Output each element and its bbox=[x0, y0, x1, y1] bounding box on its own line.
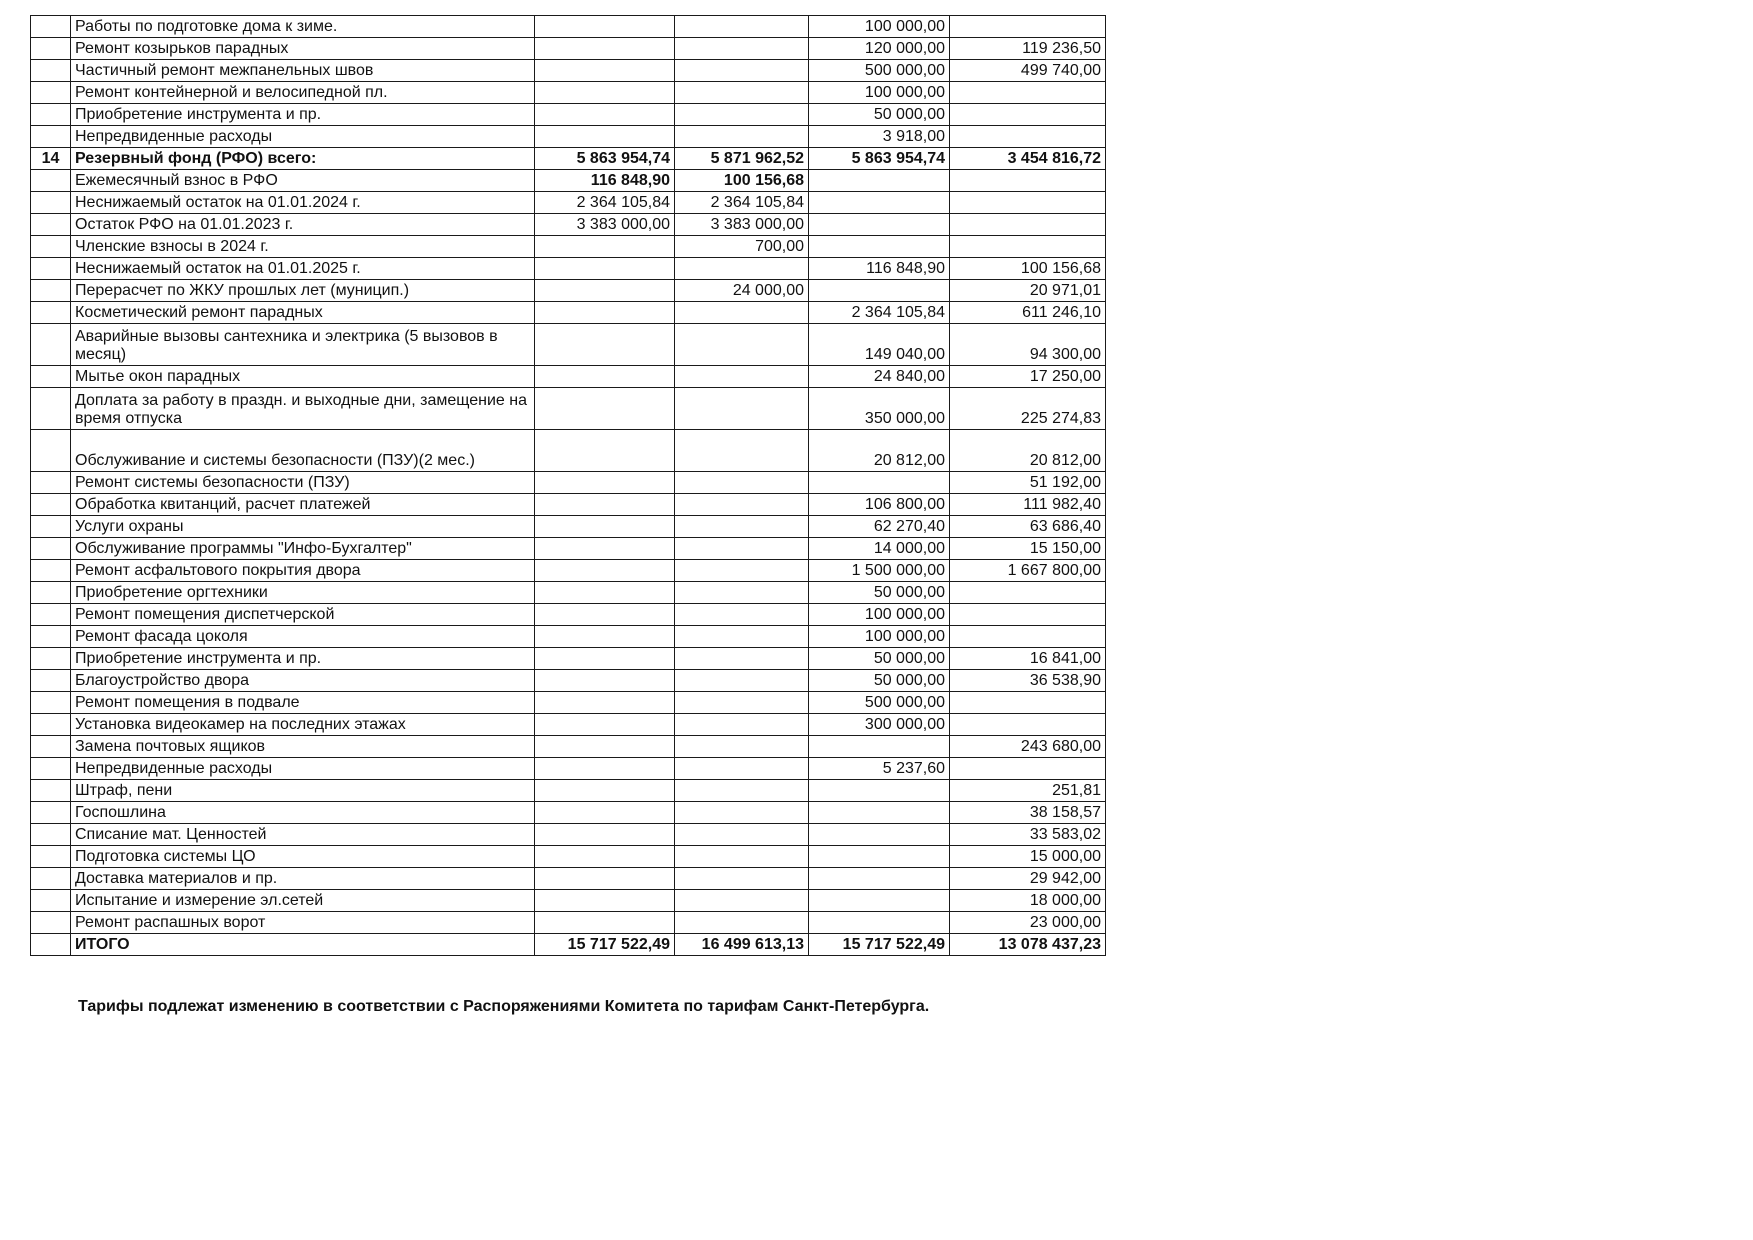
item-name: Обслуживание программы "Инфо-Бухгалтер" bbox=[71, 538, 535, 560]
amount-col-4: 15 150,00 bbox=[950, 538, 1106, 560]
item-name: Приобретение оргтехники bbox=[71, 582, 535, 604]
amount-col-2 bbox=[675, 604, 809, 626]
amount-col-3 bbox=[809, 802, 950, 824]
amount-col-1 bbox=[535, 802, 675, 824]
amount-col-2 bbox=[675, 780, 809, 802]
amount-col-3: 15 717 522,49 bbox=[809, 934, 950, 956]
item-name: Подготовка системы ЦО bbox=[71, 846, 535, 868]
item-name: Благоустройство двора bbox=[71, 670, 535, 692]
item-name: ИТОГО bbox=[71, 934, 535, 956]
row-number bbox=[31, 170, 71, 192]
amount-col-4 bbox=[950, 104, 1106, 126]
amount-col-4: 15 000,00 bbox=[950, 846, 1106, 868]
amount-col-1 bbox=[535, 388, 675, 430]
amount-col-3: 5 863 954,74 bbox=[809, 148, 950, 170]
row-number bbox=[31, 824, 71, 846]
amount-col-4 bbox=[950, 582, 1106, 604]
table-row bbox=[31, 302, 1106, 324]
item-name: Ремонт асфальтового покрытия двора bbox=[71, 560, 535, 582]
row-number bbox=[31, 192, 71, 214]
amount-col-2 bbox=[675, 258, 809, 280]
amount-col-4: 499 740,00 bbox=[950, 60, 1106, 82]
row-number bbox=[31, 472, 71, 494]
amount-col-4: 111 982,40 bbox=[950, 494, 1106, 516]
amount-col-2 bbox=[675, 516, 809, 538]
item-name: Частичный ремонт межпанельных швов bbox=[71, 60, 535, 82]
row-number bbox=[31, 430, 71, 472]
amount-col-3: 350 000,00 bbox=[809, 388, 950, 430]
amount-col-3 bbox=[809, 170, 950, 192]
amount-col-2 bbox=[675, 560, 809, 582]
amount-col-2: 16 499 613,13 bbox=[675, 934, 809, 956]
row-number bbox=[31, 560, 71, 582]
amount-col-2 bbox=[675, 626, 809, 648]
row-number: 14 bbox=[31, 148, 71, 170]
table-row bbox=[31, 324, 1106, 366]
amount-col-1: 15 717 522,49 bbox=[535, 934, 675, 956]
amount-col-4 bbox=[950, 758, 1106, 780]
amount-col-4: 51 192,00 bbox=[950, 472, 1106, 494]
row-number bbox=[31, 516, 71, 538]
amount-col-2 bbox=[675, 38, 809, 60]
amount-col-3: 50 000,00 bbox=[809, 648, 950, 670]
item-name: Резервный фонд (РФО) всего: bbox=[71, 148, 535, 170]
amount-col-1 bbox=[535, 824, 675, 846]
amount-col-4: 20 971,01 bbox=[950, 280, 1106, 302]
amount-col-1 bbox=[535, 560, 675, 582]
row-number bbox=[31, 780, 71, 802]
row-number bbox=[31, 648, 71, 670]
amount-col-2 bbox=[675, 758, 809, 780]
amount-col-2 bbox=[675, 472, 809, 494]
amount-col-3 bbox=[809, 192, 950, 214]
amount-col-1 bbox=[535, 258, 675, 280]
row-number bbox=[31, 934, 71, 956]
item-name: Обработка квитанций, расчет платежей bbox=[71, 494, 535, 516]
amount-col-4: 18 000,00 bbox=[950, 890, 1106, 912]
amount-col-1 bbox=[535, 582, 675, 604]
amount-col-4: 13 078 437,23 bbox=[950, 934, 1106, 956]
amount-col-4: 63 686,40 bbox=[950, 516, 1106, 538]
item-name: Ремонт козырьков парадных bbox=[71, 38, 535, 60]
amount-col-3: 50 000,00 bbox=[809, 670, 950, 692]
amount-col-1 bbox=[535, 758, 675, 780]
row-number bbox=[31, 214, 71, 236]
amount-col-3 bbox=[809, 846, 950, 868]
amount-col-2 bbox=[675, 714, 809, 736]
item-name: Мытье окон парадных bbox=[71, 366, 535, 388]
amount-col-1 bbox=[535, 82, 675, 104]
table-row bbox=[31, 538, 1106, 560]
row-number bbox=[31, 758, 71, 780]
amount-col-2 bbox=[675, 670, 809, 692]
table-row bbox=[31, 494, 1106, 516]
table-row bbox=[31, 60, 1106, 82]
amount-col-1: 3 383 000,00 bbox=[535, 214, 675, 236]
table-row bbox=[31, 280, 1106, 302]
amount-col-4: 94 300,00 bbox=[950, 324, 1106, 366]
amount-col-2 bbox=[675, 60, 809, 82]
item-name: Косметический ремонт парадных bbox=[71, 302, 535, 324]
amount-col-1 bbox=[535, 494, 675, 516]
amount-col-3 bbox=[809, 236, 950, 258]
amount-col-2 bbox=[675, 846, 809, 868]
table-row bbox=[31, 846, 1106, 868]
row-number bbox=[31, 670, 71, 692]
amount-col-2 bbox=[675, 104, 809, 126]
row-number bbox=[31, 626, 71, 648]
amount-col-3: 2 364 105,84 bbox=[809, 302, 950, 324]
amount-col-3: 149 040,00 bbox=[809, 324, 950, 366]
amount-col-4 bbox=[950, 170, 1106, 192]
amount-col-1 bbox=[535, 692, 675, 714]
table-row bbox=[31, 82, 1106, 104]
amount-col-2 bbox=[675, 324, 809, 366]
budget-table-body bbox=[31, 16, 1106, 956]
amount-col-3: 50 000,00 bbox=[809, 582, 950, 604]
table-row bbox=[31, 192, 1106, 214]
amount-col-3: 100 000,00 bbox=[809, 626, 950, 648]
amount-col-2 bbox=[675, 366, 809, 388]
amount-col-3 bbox=[809, 868, 950, 890]
table-row bbox=[31, 582, 1106, 604]
amount-col-3 bbox=[809, 890, 950, 912]
item-name: Непредвиденные расходы bbox=[71, 758, 535, 780]
amount-col-1: 2 364 105,84 bbox=[535, 192, 675, 214]
amount-col-4 bbox=[950, 692, 1106, 714]
table-row bbox=[31, 736, 1106, 758]
amount-col-1: 5 863 954,74 bbox=[535, 148, 675, 170]
row-number bbox=[31, 104, 71, 126]
amount-col-4 bbox=[950, 214, 1106, 236]
amount-col-3: 120 000,00 bbox=[809, 38, 950, 60]
amount-col-3: 5 237,60 bbox=[809, 758, 950, 780]
amount-col-3: 106 800,00 bbox=[809, 494, 950, 516]
amount-col-1 bbox=[535, 714, 675, 736]
amount-col-1 bbox=[535, 430, 675, 472]
item-name: Приобретение инструмента и пр. bbox=[71, 648, 535, 670]
amount-col-1 bbox=[535, 280, 675, 302]
amount-col-3: 300 000,00 bbox=[809, 714, 950, 736]
amount-col-3: 14 000,00 bbox=[809, 538, 950, 560]
item-name: Остаток РФО на 01.01.2023 г. bbox=[71, 214, 535, 236]
amount-col-1 bbox=[535, 38, 675, 60]
table-row bbox=[31, 38, 1106, 60]
amount-col-4: 23 000,00 bbox=[950, 912, 1106, 934]
amount-col-3: 100 000,00 bbox=[809, 16, 950, 38]
amount-col-1 bbox=[535, 890, 675, 912]
row-number bbox=[31, 388, 71, 430]
amount-col-2 bbox=[675, 302, 809, 324]
table-row bbox=[31, 366, 1106, 388]
table-row bbox=[31, 236, 1106, 258]
item-name: Обслуживание и системы безопасности (ПЗУ)(2 мес.) bbox=[71, 430, 535, 472]
item-name: Приобретение инструмента и пр. bbox=[71, 104, 535, 126]
amount-col-3: 24 840,00 bbox=[809, 366, 950, 388]
table-row bbox=[31, 934, 1106, 956]
table-row bbox=[31, 16, 1106, 38]
amount-col-1 bbox=[535, 626, 675, 648]
row-number bbox=[31, 846, 71, 868]
row-number bbox=[31, 582, 71, 604]
amount-col-4: 119 236,50 bbox=[950, 38, 1106, 60]
item-name: Испытание и измерение эл.сетей bbox=[71, 890, 535, 912]
amount-col-2: 5 871 962,52 bbox=[675, 148, 809, 170]
row-number bbox=[31, 324, 71, 366]
amount-col-2 bbox=[675, 538, 809, 560]
item-name: Услуги охраны bbox=[71, 516, 535, 538]
row-number bbox=[31, 236, 71, 258]
amount-col-1: 116 848,90 bbox=[535, 170, 675, 192]
item-name: Ремонт помещения диспетчерской bbox=[71, 604, 535, 626]
table-row bbox=[31, 648, 1106, 670]
table-row bbox=[31, 626, 1106, 648]
amount-col-4 bbox=[950, 604, 1106, 626]
amount-col-4: 1 667 800,00 bbox=[950, 560, 1106, 582]
amount-col-4 bbox=[950, 192, 1106, 214]
row-number bbox=[31, 302, 71, 324]
amount-col-3: 500 000,00 bbox=[809, 692, 950, 714]
amount-col-3: 500 000,00 bbox=[809, 60, 950, 82]
item-name: Работы по подготовке дома к зиме. bbox=[71, 16, 535, 38]
row-number bbox=[31, 868, 71, 890]
amount-col-4: 17 250,00 bbox=[950, 366, 1106, 388]
table-row bbox=[31, 560, 1106, 582]
table-row bbox=[31, 714, 1106, 736]
amount-col-1 bbox=[535, 366, 675, 388]
amount-col-2 bbox=[675, 868, 809, 890]
amount-col-3 bbox=[809, 736, 950, 758]
table-row bbox=[31, 780, 1106, 802]
amount-col-1 bbox=[535, 780, 675, 802]
row-number bbox=[31, 802, 71, 824]
amount-col-3 bbox=[809, 214, 950, 236]
amount-col-4: 243 680,00 bbox=[950, 736, 1106, 758]
row-number bbox=[31, 38, 71, 60]
item-name: Членские взносы в 2024 г. bbox=[71, 236, 535, 258]
amount-col-4: 29 942,00 bbox=[950, 868, 1106, 890]
tariff-note: Тарифы подлежат изменению в соответствии с Распоряжениями Комитета по тарифам Санкт-Петербурга. bbox=[78, 998, 930, 1015]
item-name: Списание мат. Ценностей bbox=[71, 824, 535, 846]
table-row bbox=[31, 516, 1106, 538]
row-number bbox=[31, 280, 71, 302]
item-name: Ремонт системы безопасности (ПЗУ) bbox=[71, 472, 535, 494]
item-name: Непредвиденные расходы bbox=[71, 126, 535, 148]
amount-col-2 bbox=[675, 82, 809, 104]
amount-col-1 bbox=[535, 104, 675, 126]
amount-col-1 bbox=[535, 236, 675, 258]
amount-col-4: 20 812,00 bbox=[950, 430, 1106, 472]
amount-col-4 bbox=[950, 82, 1106, 104]
amount-col-4 bbox=[950, 126, 1106, 148]
amount-col-3: 3 918,00 bbox=[809, 126, 950, 148]
amount-col-3 bbox=[809, 280, 950, 302]
amount-col-2 bbox=[675, 824, 809, 846]
table-row bbox=[31, 912, 1106, 934]
amount-col-1 bbox=[535, 648, 675, 670]
row-number bbox=[31, 258, 71, 280]
amount-col-2 bbox=[675, 648, 809, 670]
item-name: Доплата за работу в праздн. и выходные дни, замещение на время отпуска bbox=[71, 388, 535, 430]
amount-col-1 bbox=[535, 846, 675, 868]
table-row bbox=[31, 670, 1106, 692]
budget-table bbox=[30, 15, 1106, 956]
row-number bbox=[31, 82, 71, 104]
amount-col-2: 2 364 105,84 bbox=[675, 192, 809, 214]
amount-col-2 bbox=[675, 388, 809, 430]
item-name: Аварийные вызовы сантехника и электрика (5 вызовов в месяц) bbox=[71, 324, 535, 366]
table-row bbox=[31, 170, 1106, 192]
table-row bbox=[31, 258, 1106, 280]
amount-col-2 bbox=[675, 16, 809, 38]
amount-col-4: 33 583,02 bbox=[950, 824, 1106, 846]
item-name: Неснижаемый остаток на 01.01.2025 г. bbox=[71, 258, 535, 280]
item-name: Ремонт контейнерной и велосипедной пл. bbox=[71, 82, 535, 104]
amount-col-1 bbox=[535, 126, 675, 148]
amount-col-3 bbox=[809, 912, 950, 934]
row-number bbox=[31, 912, 71, 934]
table-row bbox=[31, 430, 1106, 472]
row-number bbox=[31, 890, 71, 912]
amount-col-1 bbox=[535, 16, 675, 38]
amount-col-4: 251,81 bbox=[950, 780, 1106, 802]
amount-col-2 bbox=[675, 582, 809, 604]
amount-col-1 bbox=[535, 516, 675, 538]
amount-col-4: 38 158,57 bbox=[950, 802, 1106, 824]
table-row bbox=[31, 758, 1106, 780]
amount-col-2: 700,00 bbox=[675, 236, 809, 258]
amount-col-1 bbox=[535, 472, 675, 494]
table-row bbox=[31, 604, 1106, 626]
amount-col-2: 3 383 000,00 bbox=[675, 214, 809, 236]
amount-col-3: 50 000,00 bbox=[809, 104, 950, 126]
amount-col-4: 36 538,90 bbox=[950, 670, 1106, 692]
row-number bbox=[31, 16, 71, 38]
amount-col-4 bbox=[950, 16, 1106, 38]
item-name: Госпошлина bbox=[71, 802, 535, 824]
table-row bbox=[31, 802, 1106, 824]
amount-col-1 bbox=[535, 912, 675, 934]
amount-col-1 bbox=[535, 868, 675, 890]
amount-col-1 bbox=[535, 604, 675, 626]
amount-col-3: 116 848,90 bbox=[809, 258, 950, 280]
amount-col-1 bbox=[535, 538, 675, 560]
table-row bbox=[31, 868, 1106, 890]
amount-col-1 bbox=[535, 736, 675, 758]
table-row bbox=[31, 148, 1106, 170]
table-row bbox=[31, 824, 1106, 846]
amount-col-2 bbox=[675, 494, 809, 516]
row-number bbox=[31, 366, 71, 388]
table-row bbox=[31, 692, 1106, 714]
table-row bbox=[31, 126, 1106, 148]
row-number bbox=[31, 60, 71, 82]
amount-col-3: 20 812,00 bbox=[809, 430, 950, 472]
row-number bbox=[31, 126, 71, 148]
amount-col-4 bbox=[950, 626, 1106, 648]
amount-col-2 bbox=[675, 126, 809, 148]
amount-col-4: 225 274,83 bbox=[950, 388, 1106, 430]
item-name: Ремонт распашных ворот bbox=[71, 912, 535, 934]
item-name: Ежемесячный взнос в РФО bbox=[71, 170, 535, 192]
row-number bbox=[31, 714, 71, 736]
amount-col-4: 16 841,00 bbox=[950, 648, 1106, 670]
item-name: Доставка материалов и пр. bbox=[71, 868, 535, 890]
amount-col-1 bbox=[535, 324, 675, 366]
amount-col-1 bbox=[535, 60, 675, 82]
amount-col-4: 100 156,68 bbox=[950, 258, 1106, 280]
item-name: Штраф, пени bbox=[71, 780, 535, 802]
table-row bbox=[31, 388, 1106, 430]
amount-col-3: 100 000,00 bbox=[809, 604, 950, 626]
item-name: Перерасчет по ЖКУ прошлых лет (муницип.) bbox=[71, 280, 535, 302]
amount-col-1 bbox=[535, 670, 675, 692]
item-name: Неснижаемый остаток на 01.01.2024 г. bbox=[71, 192, 535, 214]
amount-col-1 bbox=[535, 302, 675, 324]
amount-col-4: 3 454 816,72 bbox=[950, 148, 1106, 170]
amount-col-2 bbox=[675, 912, 809, 934]
amount-col-2 bbox=[675, 736, 809, 758]
amount-col-2: 100 156,68 bbox=[675, 170, 809, 192]
table-row bbox=[31, 472, 1106, 494]
row-number bbox=[31, 604, 71, 626]
amount-col-2 bbox=[675, 692, 809, 714]
amount-col-3 bbox=[809, 824, 950, 846]
table-row bbox=[31, 104, 1106, 126]
table-row bbox=[31, 214, 1106, 236]
row-number bbox=[31, 494, 71, 516]
amount-col-4: 611 246,10 bbox=[950, 302, 1106, 324]
row-number bbox=[31, 736, 71, 758]
amount-col-3: 100 000,00 bbox=[809, 82, 950, 104]
table-row bbox=[31, 890, 1106, 912]
item-name: Ремонт помещения в подвале bbox=[71, 692, 535, 714]
item-name: Ремонт фасада цоколя bbox=[71, 626, 535, 648]
amount-col-3 bbox=[809, 780, 950, 802]
amount-col-2 bbox=[675, 802, 809, 824]
amount-col-2 bbox=[675, 430, 809, 472]
amount-col-3 bbox=[809, 472, 950, 494]
row-number bbox=[31, 538, 71, 560]
item-name: Замена почтовых ящиков bbox=[71, 736, 535, 758]
amount-col-3: 1 500 000,00 bbox=[809, 560, 950, 582]
amount-col-2: 24 000,00 bbox=[675, 280, 809, 302]
amount-col-3: 62 270,40 bbox=[809, 516, 950, 538]
row-number bbox=[31, 692, 71, 714]
amount-col-4 bbox=[950, 236, 1106, 258]
amount-col-4 bbox=[950, 714, 1106, 736]
item-name: Установка видеокамер на последних этажах bbox=[71, 714, 535, 736]
amount-col-2 bbox=[675, 890, 809, 912]
